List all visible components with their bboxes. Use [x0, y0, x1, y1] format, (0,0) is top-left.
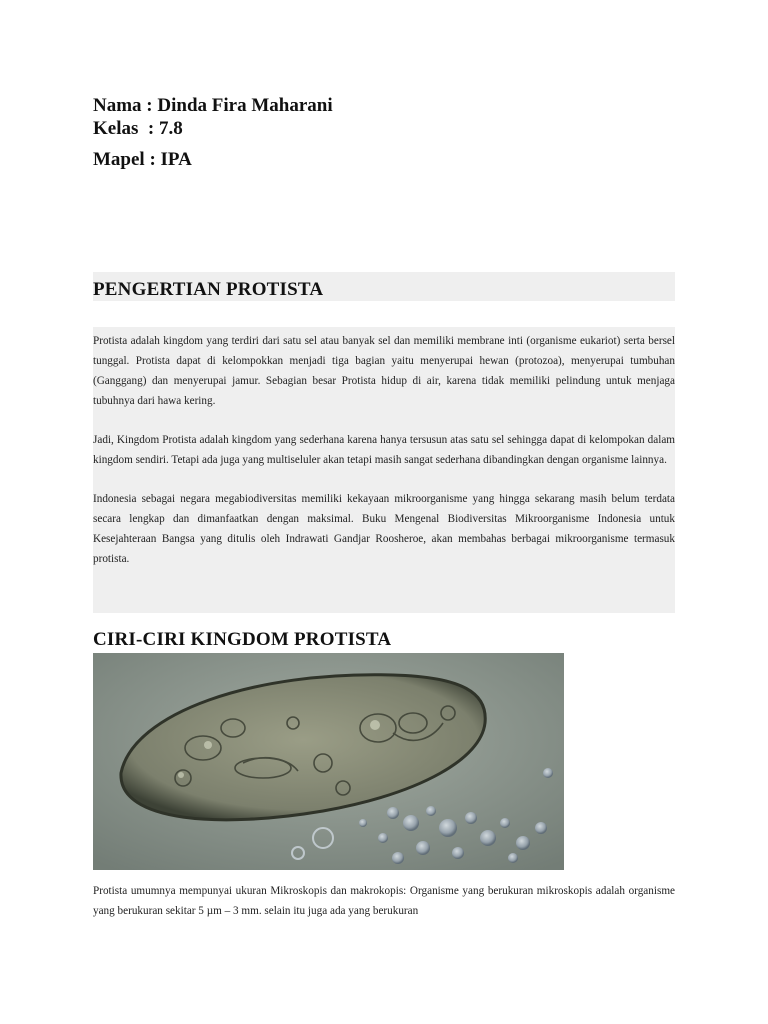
section-title-characteristics: CIRI-CIRI KINGDOM PROTISTA: [93, 629, 392, 650]
section-title-definition: PENGERTIAN PROTISTA: [93, 279, 324, 300]
student-class: Kelas : 7.8: [93, 118, 183, 139]
characteristics-body: [93, 881, 675, 940]
definition-body: [93, 331, 675, 588]
paramecium-image: [93, 653, 564, 870]
subject: Mapel : IPA: [93, 149, 192, 170]
paragraph: Protista adalah kingdom yang terdiri dari satu sel atau banyak sel dan memiliki membrane inti (organisme eukariot) serta bersel tunggal. Protista dapat di kelompokkan menjadi tiga bagian yaitu menyerupai hewan (protozoa), menyerupai tumbuhan (Ganggang) dan menyerupai jamur. Sebagian besar Protista hidup di air, karena tidak memiliki pelindung untuk menjaga tubuhnya dari hawa kering.: [93, 335, 675, 407]
paragraph: Indonesia sebagai negara megabiodiversitas memiliki kekayaan mikroorganisme yang hingga sekarang masih belum terdata secara lengkap dan dimanfaatkan dengan maksimal. Buku Mengenal Biodiversitas Mikroorganisme Indonesia untuk Kesejahteraan Bangsa yang ditulis oleh Indrawati Gandjar Roosheroe, akan membahas berbagai mikroorganisme termasuk protista.: [93, 493, 675, 565]
paragraph: Jadi, Kingdom Protista adalah kingdom yang sederhana karena hanya tersusun atas satu sel sehingga dapat di kelompokan dalam kingdom sendiri. Tetapi ada juga yang multiseluler akan tetapi masih sangat sederhana dibandingkan dengan organisme lainnya.: [93, 434, 675, 466]
document-header: [93, 94, 693, 171]
student-name: Nama : Dinda Fira Maharani: [93, 95, 333, 116]
paragraph: Protista umumnya mempunyai ukuran Mikroskopis dan makrokopis: Organisme yang berukuran mikroskopis adalah organisme yang berukuran sekitar 5 µm – 3 mm. selain itu juga ada yang berukuran: [93, 885, 675, 917]
paramecium-micrograph: [93, 653, 564, 870]
